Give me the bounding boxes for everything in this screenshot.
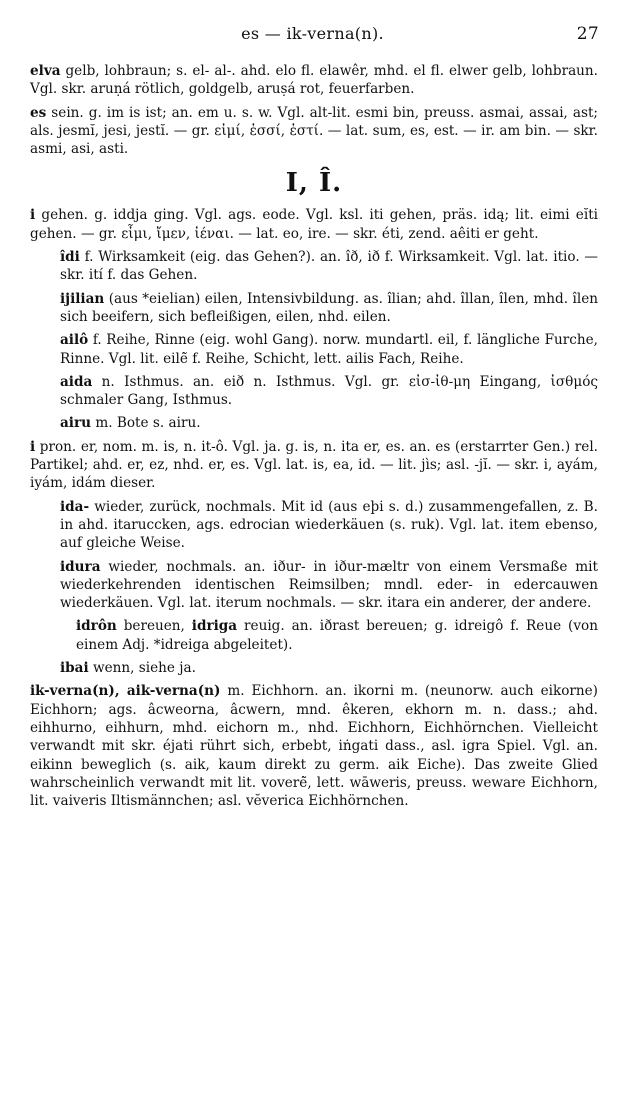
page-number: 27	[576, 24, 599, 44]
entry-idura	[60, 558, 598, 613]
entry-text: wenn, siehe ja.	[88, 660, 196, 677]
entry-i-pron	[30, 438, 598, 493]
page-body	[30, 62, 598, 815]
entry-elva	[30, 62, 598, 99]
headword: i	[30, 438, 36, 455]
headword: airu	[60, 415, 92, 432]
entry-text: sein. g. im is ist; an. em u. s. w. Vgl. alt-lit. esmi bin, preuss. asmai, assai, ast; als. jesmĭ, jesi, jestĭ. — gr. εἰμί, ἐσσί, ἐστί. — lat. sum, es, est. — ir. am bin. — skr. asmi, asi, asti.	[30, 104, 598, 158]
header-title: es — ik-verna(n).	[241, 24, 384, 43]
entry-text: bereuen,	[116, 618, 192, 635]
headword: i	[30, 207, 36, 224]
entry-text: f. Reihe, Rinne (eig. wohl Gang). norw. mundartl. eil, f. längliche Furche, Rinne. Vgl. lit. eilė̃ f. Reihe, Schicht, lett. ailis Fach, Reihe.	[60, 332, 598, 367]
entry-text: pron. er, nom. m. is, n. it-ô. Vgl. ja. g. is, n. ita er, es. an. es (erstarrter Gen.) rel. Partikel; ahd. er, ez, nhd. er, es. Vgl. lat. is, ea, id. — lit. jìs; asl. -jĭ. — skr. i, ayám, iyám, idám dieser.	[30, 438, 598, 492]
headword: es	[30, 104, 47, 121]
headword: idura	[60, 558, 101, 575]
entry-ijilian	[60, 290, 598, 327]
entry-text: (aus *eielian) eilen, Intensivbildung. as. îlian; ahd. îllan, îlen, mhd. îlen sich beeifern, sich befleißigen, eilen, nhd. eilen.	[60, 290, 598, 325]
entry-ida	[60, 498, 598, 553]
entry-text-2: reuig. an. iðrast bereuen; g. idreigô f. Reue (von einem Adj. *idreiga abgeleitet).	[76, 618, 598, 653]
entry-es	[30, 104, 598, 159]
entry-text: n. Isthmus. an. eið n. Isthmus. Vgl. gr. εἰσ-ἰθ-μη Eingang, ἰσθμός schmaler Gang, Isthmus.	[60, 373, 598, 409]
headword: elva	[30, 63, 61, 79]
headword: idrôn	[76, 618, 117, 635]
section-heading: I, Î.	[285, 168, 343, 199]
entry-i	[30, 206, 598, 243]
entry-idron	[76, 617, 598, 654]
headword: ailô	[60, 332, 89, 349]
entry-text: wieder, zurück, nochmals. Mit id (aus eþi s. d.) zusammengefallen, z. B. in ahd. itaruccken, ags. edrocian wiederkäuen (s. ruk). Vgl. lat. item ebenso, auf gleiche Weise.	[60, 498, 598, 552]
headword: aida	[60, 373, 93, 390]
entry-ibai	[60, 659, 598, 677]
headword: ibai	[60, 660, 89, 677]
entry-idi	[60, 248, 598, 285]
entry-ailo	[60, 331, 598, 368]
headword: ida-	[60, 498, 90, 515]
entry-text: m. Bote s. airu.	[91, 415, 201, 432]
entry-airu	[60, 414, 598, 432]
headword: îdi	[60, 249, 80, 266]
entry-text: f. Wirksamkeit (eig. das Gehen?). an. îð, ið f. Wirksamkeit. Vgl. lat. itio. — skr. ití f. das Gehen.	[60, 249, 598, 284]
headword-2: idriga	[191, 618, 238, 635]
entry-text: wieder, nochmals. an. iður- in iður-mæltr von einem Versmaße mit wiederkehrenden identischen Reimsilben; mndl. eder- in edercauwen wiederkäuen. Vgl. lat. iterum nochmals. — skr. itara ein anderer, der andere.	[60, 558, 598, 612]
headword: ik-verna(n), aik-verna(n)	[30, 683, 221, 700]
entry-ik-verna	[30, 682, 598, 810]
entry-text: m. Eichhorn. an. ikorni m. (neunorw. auch eikorne) Eichhorn; ags. âcweorna, âcwern, mnd. êkeren, ekhorn m. n. dass.; ahd. eihhurno, eihhurn, mhd. eichorn m., nhd. Eichhorn, Eichhörnchen. Vielleicht verwandt mit skr. éjati rührt sich, erbebt, iṅgati dass., asl. igra Spiel. Vgl. an. eikinn beweglich (s. aik, kaum direkt zu germ. aik Eiche). Das zweite Glied wahrscheinlich verwandt mit lit. voverė̃, lett. wāweris, preuss. weware Eichhorn, lit. vaiveris Iltismännchen; asl. vĕverica Eichhörnchen.	[30, 683, 598, 810]
running-header	[0, 24, 625, 48]
headword: ijilian	[60, 290, 105, 307]
entry-text: gelb, lohbraun; s. el- al-. ahd. elo fl. elawêr, mhd. el fl. elwer gelb, lohbraun. Vgl. skr. aruṇá rötlich, goldgelb, aruṣá rot, feuerfarben.	[30, 63, 598, 98]
entry-aida	[60, 373, 598, 410]
entry-text: gehen. g. iddja ging. Vgl. ags. eode. Vgl. ksl. iti gehen, präs. idą; lit. eimi eĭti gehen. — gr. εἶμι, ἴμεν, ἰέναι. — lat. eo, ire. — skr. éti, zend. aêiti er geht.	[30, 207, 598, 242]
